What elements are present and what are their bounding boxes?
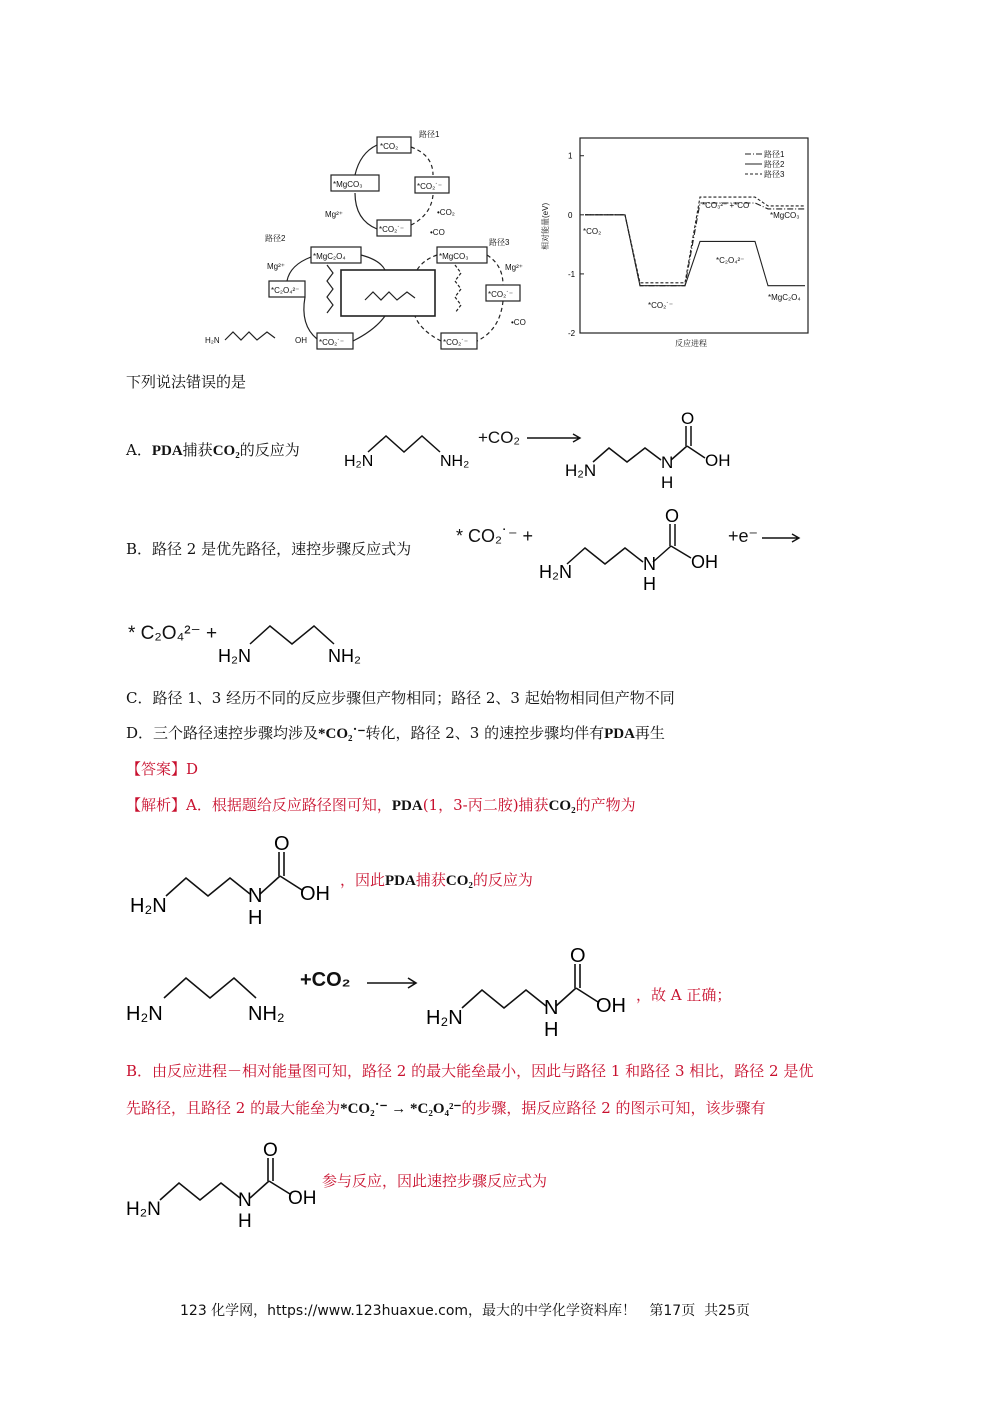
svg-text:OH: OH (300, 883, 330, 905)
co-label-3: •CO (511, 318, 526, 327)
svg-text:NH₂: NH₂ (328, 646, 361, 666)
legend-1: 路径1 (764, 150, 785, 159)
svg-text:OH: OH (596, 995, 626, 1017)
mol-h2n-left: H₂N (205, 336, 220, 345)
lbl-co2: *CO₂ (583, 227, 602, 236)
svg-text:H: H (238, 1211, 252, 1232)
mg-label: Mg²⁺ (267, 262, 285, 271)
rad-node-3: *CO₂˙⁻ (443, 338, 469, 347)
svg-text:N: N (238, 1190, 252, 1211)
mg-label-3: Mg²⁺ (505, 263, 523, 272)
svg-text:H₂N: H₂N (126, 1003, 163, 1025)
route3-label: 路径3 (489, 238, 510, 247)
question-stem: 下列说法错误的是 (126, 373, 247, 391)
y-axis-label: 相对能量(eV) (541, 202, 550, 250)
co2-node: *CO₂ (380, 142, 399, 151)
c2o4-b: * C₂O₄²⁻ + (128, 623, 218, 644)
svg-text:N: N (544, 997, 559, 1019)
analysis-b-line1: B．由反应进程－相对能量图可知，路径 2 的最大能垒最小，因此与路径 1 和路径 3 相比，路径 2 是优 (126, 1062, 814, 1080)
co2-rad-node: *CO₂˙⁻ (417, 182, 443, 191)
svg-text:N: N (643, 554, 656, 574)
co3-node: *CO₂˙⁻ (379, 225, 405, 234)
svg-text:O: O (665, 508, 680, 526)
route1-label: 路径1 (419, 130, 440, 139)
svg-text:O: O (570, 946, 586, 967)
legend-3: 路径3 (764, 170, 785, 179)
lbl-mgc2o4: *MgC₂O₄ (768, 293, 801, 302)
arrow-b (760, 532, 804, 544)
lbl-rad: *CO₂˙⁻ (648, 301, 674, 310)
analysis-a-line1: 【解析】A．根据题给反应路径图可知，PDA(1，3-丙二胺)捕获CO₂的产物为 (126, 796, 636, 814)
answer-label: 【答案】 (126, 760, 187, 778)
co2-rad-b: * CO₂˙⁻ + (456, 526, 534, 546)
co3-node-3: *CO₂˙⁻ (488, 290, 514, 299)
analysis-a-line2: ，因此PDA捕获CO₂的反应为 (340, 871, 533, 889)
y-tick-label: 1 (568, 151, 573, 161)
legend-2: 路径2 (764, 160, 785, 169)
mgco3-node-3: *MgCO₃ (439, 252, 469, 261)
molecule-pda-a (340, 418, 480, 474)
svg-text:H₂N: H₂N (426, 1007, 463, 1029)
svg-text:N: N (661, 453, 674, 472)
svg-text:H: H (661, 473, 674, 492)
molecule-carbamic-analysis2 (424, 946, 644, 1042)
option-b: B．路径 2 是优先路径，速控步骤反应式为 (126, 540, 412, 558)
svg-text:H₂N: H₂N (565, 461, 597, 480)
svg-text:H: H (643, 574, 656, 594)
svg-text:H₂N: H₂N (126, 1199, 161, 1220)
svg-text:H₂N: H₂N (344, 453, 374, 470)
molecule-carbamic-analysis1 (128, 834, 348, 930)
svg-text:OH: OH (705, 451, 731, 470)
y-tick-label: -2 (568, 329, 576, 338)
svg-text:H₂N: H₂N (218, 646, 251, 666)
analysis-b-line2: 先路径，且路径 2 的最大能垒为*CO₂˙⁻ → *C₂O₄²⁻的步骤，据反应路径 2 的图示可知，该步骤有 (126, 1099, 766, 1117)
x-axis-label: 反应进程 (675, 339, 707, 348)
plus-e-b: +e⁻ (728, 526, 759, 546)
svg-text:H₂N: H₂N (539, 562, 572, 582)
svg-text:H: H (544, 1019, 559, 1041)
lbl-co2co: *CO₃²⁻ +*CO (702, 201, 750, 210)
answer-value: D (186, 760, 199, 778)
mgco3-node: *MgCO₃ (333, 180, 363, 189)
analysis-a-line3: ，故 A 正确； (636, 986, 732, 1004)
mol-oh-left: OH (295, 336, 307, 345)
svg-text:H: H (248, 907, 263, 929)
co2-label: •CO₂ (437, 208, 455, 217)
plus-co2-analysis: +CO₂ (300, 969, 351, 991)
series-line-3 (585, 197, 805, 283)
page-footer: 123 化学网，https://www.123huaxue.com，最大的中学化学资料库！ 第17页 共25页 (180, 1303, 750, 1319)
molecule-carbamic-a (565, 412, 745, 492)
chart-legend (745, 149, 785, 179)
plus-co2-a: +CO₂ (478, 428, 521, 447)
rad-node-bottom: *CO₂˙⁻ (319, 338, 345, 347)
answer-line (126, 759, 198, 779)
co-label: •CO (430, 228, 445, 237)
lbl-c2o4: *C₂O₄²⁻ (716, 256, 745, 265)
y-tick-label: -1 (568, 269, 576, 279)
molecule-carbamic-analysis3 (124, 1140, 334, 1232)
svg-text:OH: OH (288, 1188, 317, 1209)
svg-text:N: N (248, 885, 263, 907)
lbl-mgco3: *MgCO₃ (770, 211, 800, 220)
svg-text:NH₂: NH₂ (248, 1003, 285, 1025)
c2o4-node: *C₂O₄²⁻ (271, 286, 300, 295)
option-c: C．路径 1、3 经历不同的反应步骤但产物相同；路径 2、3 起始物相同但产物不同 (126, 689, 675, 707)
svg-text:OH: OH (691, 552, 718, 572)
svg-text:O: O (274, 834, 290, 855)
mgc2o4-node: *MgC₂O₄ (313, 252, 346, 261)
reaction-path-figure (205, 125, 545, 355)
y-tick-label: 0 (568, 210, 573, 220)
svg-text:O: O (263, 1140, 278, 1161)
option-a: A．PDA捕获CO₂的反应为 (126, 441, 300, 459)
molecule-carbamic-b (535, 508, 735, 594)
mg-label-1: Mg²⁺ (325, 210, 343, 219)
svg-text:NH₂: NH₂ (440, 453, 470, 470)
arrow-analysis (365, 976, 421, 990)
svg-text:H₂N: H₂N (130, 895, 167, 917)
route2-label: 路径2 (265, 234, 286, 243)
option-d: D．三个路径速控步骤均涉及*CO₂˙⁻转化，路径 2、3 的速控步骤均伴有PDA再生 (126, 724, 665, 742)
molecule-pda-b (214, 608, 374, 668)
molecule-pda-analysis (124, 960, 304, 1030)
svg-text:O: O (681, 412, 695, 428)
analysis-b-line3: 参与反应，因此速控步骤反应式为 (322, 1172, 548, 1190)
energy-chart (540, 130, 815, 350)
